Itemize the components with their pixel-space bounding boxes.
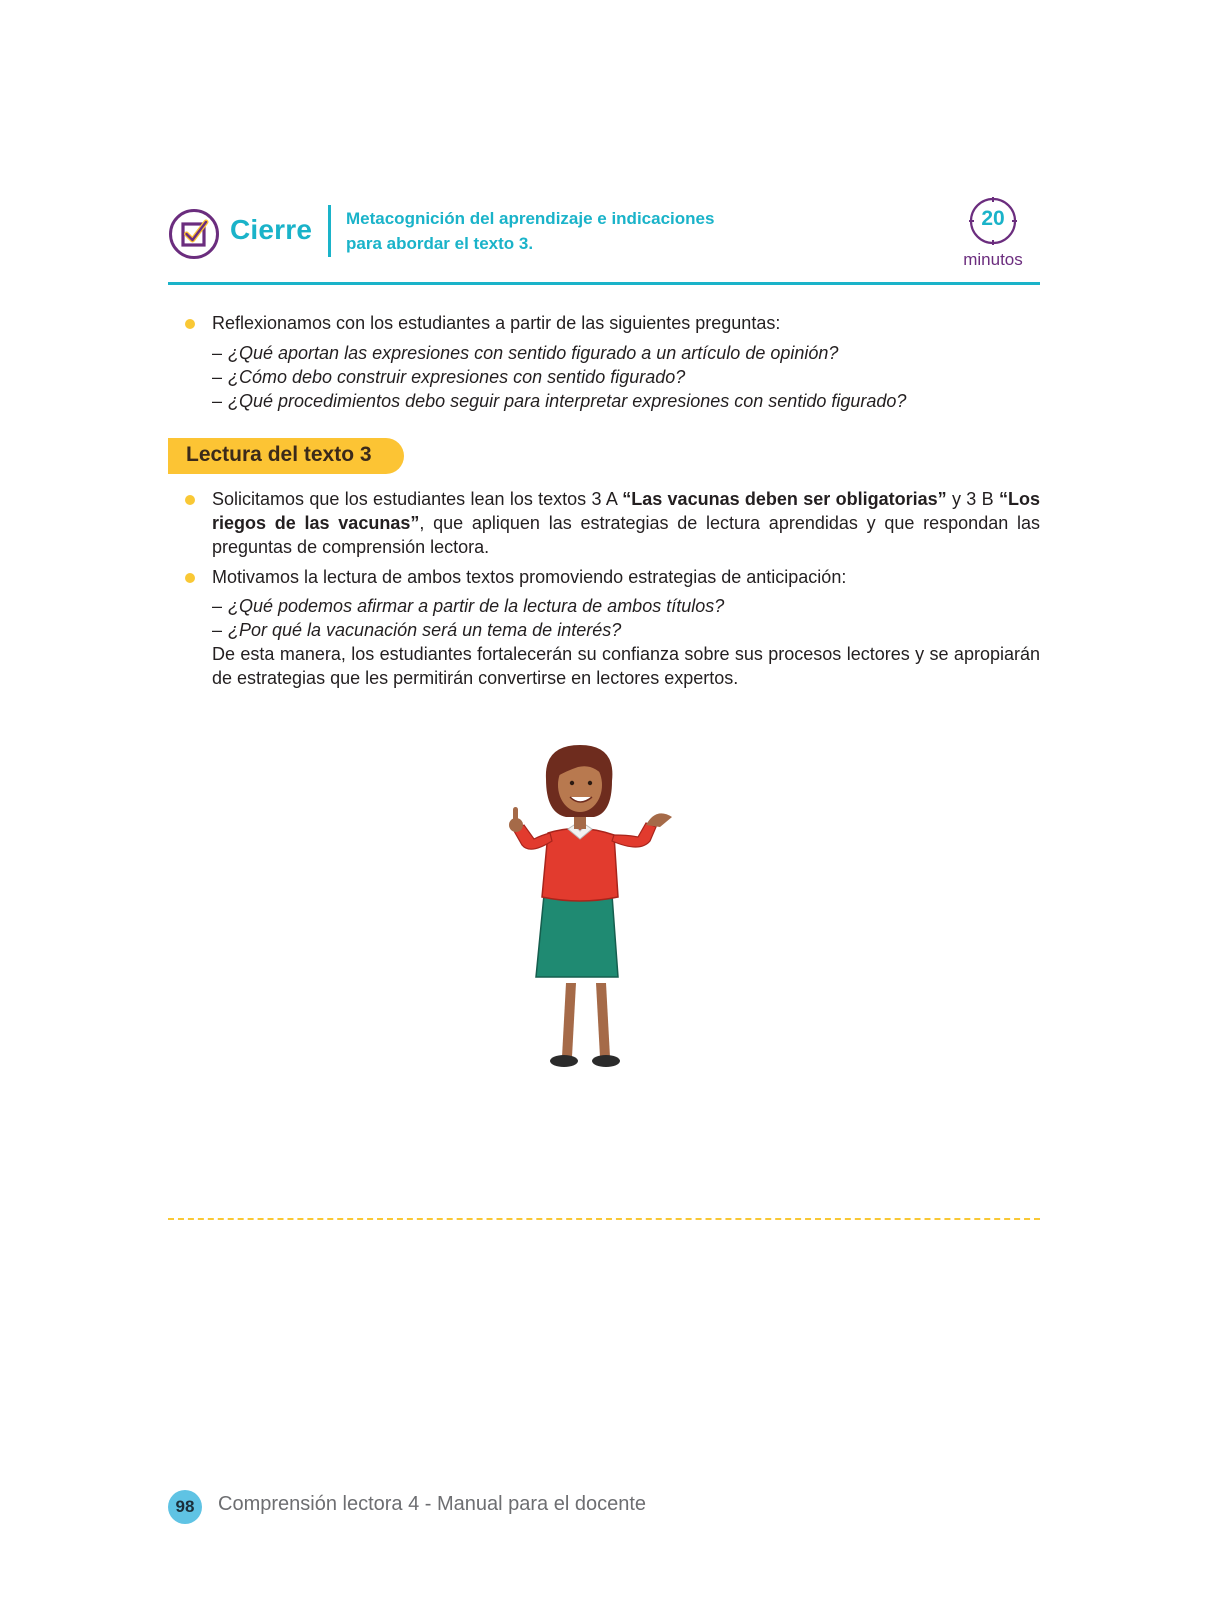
reflection-section <box>168 311 1040 413</box>
teacher-illustration <box>500 745 700 1085</box>
header-rule <box>168 282 1040 285</box>
page-number: 98 <box>175 1497 195 1516</box>
section-subtitle: Metacognición del aprendizaje e indicaciones para abordar el texto 3. <box>346 209 715 253</box>
list-item: Solicitamos que los estudiantes lean los textos 3 A “Las vacunas deben ser obligatorias” y 3 B “Los riegos de las vacunas”, que apliquen las estrategias de lectura aprendidas y que respondan las preguntas de comprensión lectora. <box>168 487 1040 559</box>
list-item: Reflexionamos con los estudiantes a partir de las siguientes preguntas: <box>168 311 1040 335</box>
text-title-a: “Las vacunas deben ser obligatorias” <box>622 489 947 509</box>
book-title: Comprensión lectora 4 - Manual para el docente <box>218 1493 647 1515</box>
question-item: – ¿Qué aportan las expresiones con sentido figurado a un artículo de opinión? <box>212 343 839 363</box>
text-title-b: “Los riegos de las vacunas” <box>212 489 1040 533</box>
bullet-icon <box>185 495 195 505</box>
section-header <box>168 196 1040 282</box>
bullet-icon <box>185 319 195 329</box>
header-divider <box>328 205 331 257</box>
section-heading: Lectura del texto 3 <box>168 438 404 474</box>
question-item: – ¿Cómo debo construir expresiones con sentido figurado? <box>212 367 686 387</box>
duration-unit: minutos <box>963 250 1023 269</box>
checkbox-icon <box>168 208 220 260</box>
page-number-badge <box>168 1490 202 1524</box>
duration-value: 20 <box>981 207 1005 230</box>
question-item: – ¿Qué podemos afirmar a partir de la lectura de ambos títulos? <box>212 596 725 616</box>
reading-section <box>168 487 1040 690</box>
section-title: Cierre <box>230 214 313 245</box>
question-item: – ¿Qué procedimientos debo seguir para interpretar expresiones con sentido figurado? <box>212 391 907 411</box>
list-item: Motivamos la lectura de ambos textos promoviendo estrategias de anticipación: <box>168 565 1040 589</box>
section-divider <box>168 1218 1040 1220</box>
closing-paragraph: De esta manera, los estudiantes fortalecerán su confianza sobre sus procesos lectores y se apropiarán de estrategias que les permitirán convertirse en lectores expertos. <box>212 644 1040 688</box>
duration-badge <box>958 196 1028 268</box>
bullet-icon <box>185 573 195 583</box>
question-item: – ¿Por qué la vacunación será un tema de interés? <box>212 620 622 640</box>
